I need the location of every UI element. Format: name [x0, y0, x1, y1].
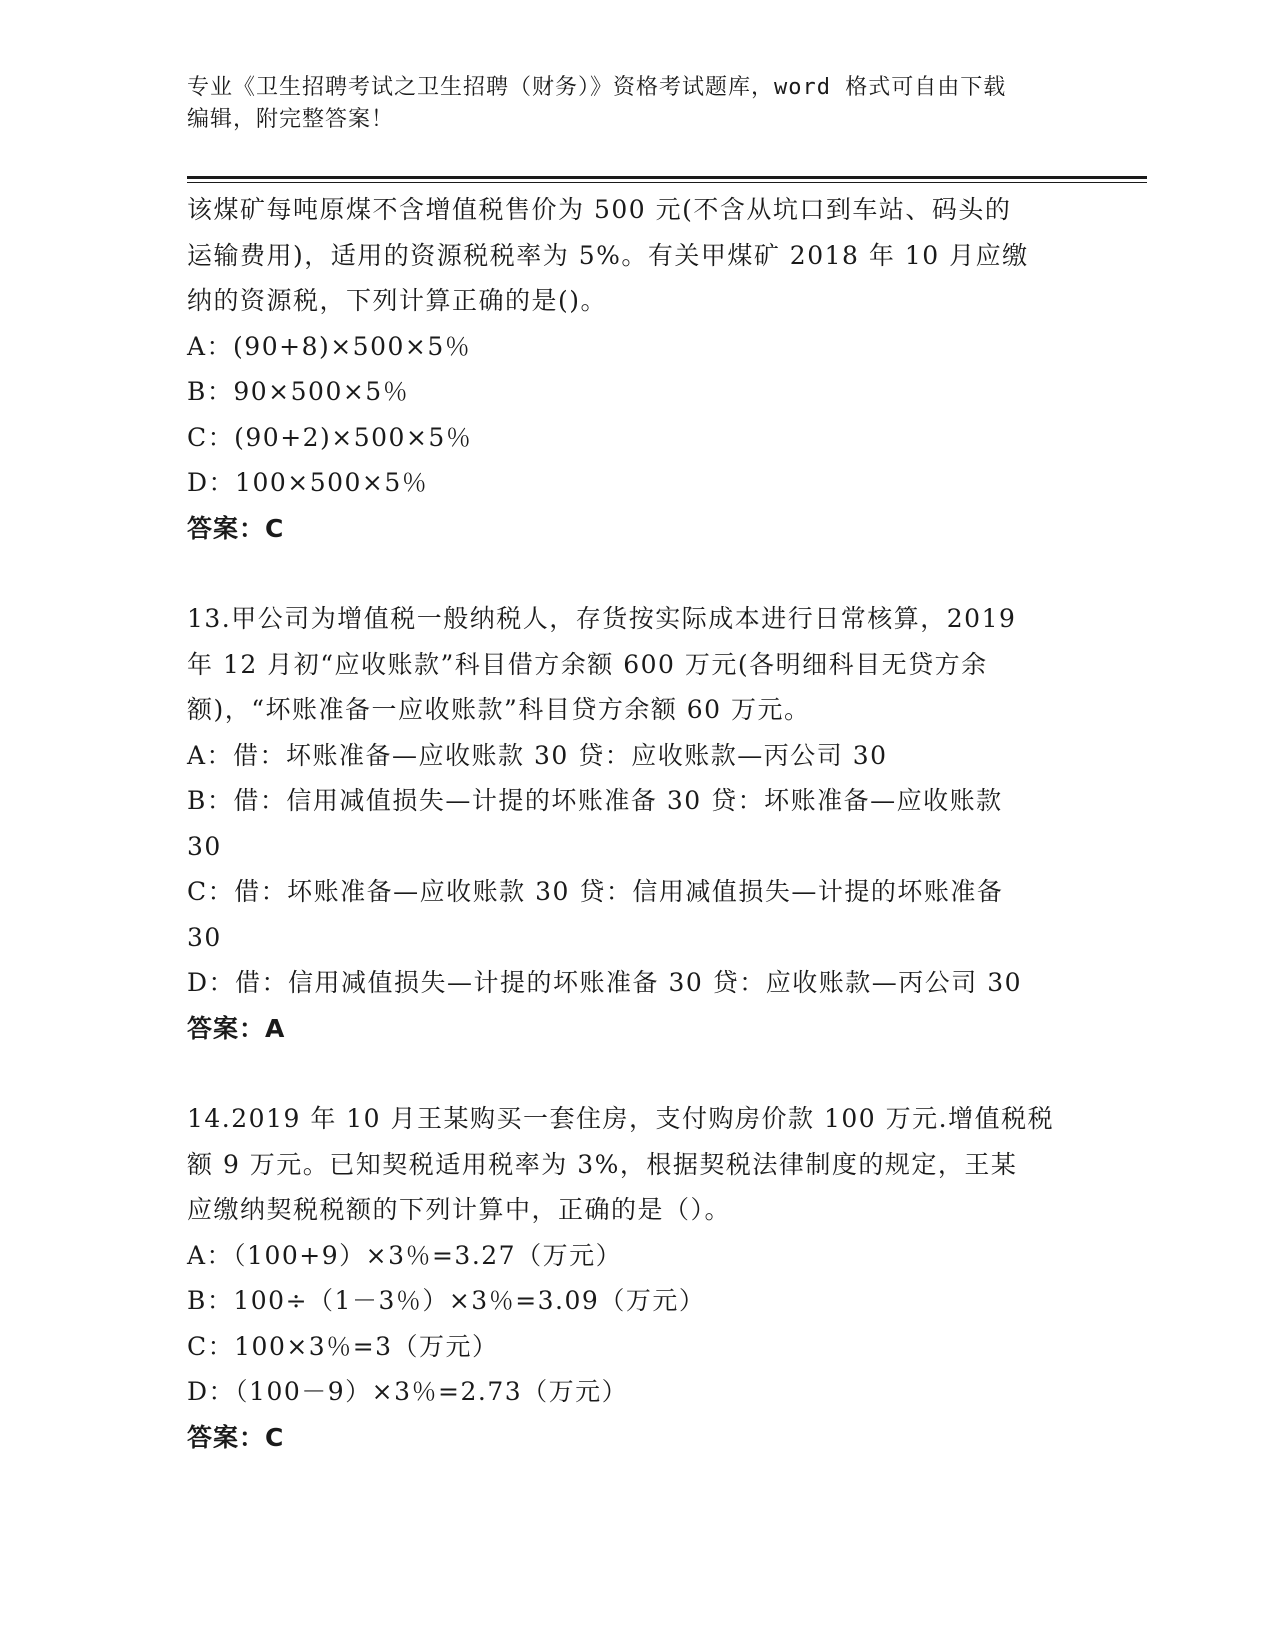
option-b-continued: 30: [187, 831, 222, 861]
question-12: [187, 187, 1087, 551]
option-d: D：100×500×5％: [187, 468, 429, 497]
option-d: D：（100－9）×3％=2.73（万元）: [187, 1377, 629, 1406]
answer-label: 答案：A: [187, 1013, 286, 1043]
option-c: C：(90+2)×500×5％: [187, 422, 473, 452]
question-text-line: 额 9 万元。已知契税适用税率为 3%，根据契税法律制度的规定，王某: [187, 1149, 1018, 1179]
option-c-continued: 30: [187, 922, 222, 952]
question-text-line: 运输费用)，适用的资源税税率为 5%。有关甲煤矿 2018 年 10 月应缴: [187, 240, 1029, 270]
question-spacer: [187, 551, 1087, 596]
question-text-line: 13.甲公司为增值税一般纳税人，存货按实际成本进行日常核算，2019: [187, 604, 1017, 633]
option-a: A：(90+8)×500×5％: [187, 331, 472, 361]
header-line-2: 编辑，附完整答案！: [187, 107, 395, 132]
option-d: D：借：信用减值损失—计提的坏账准备 30 贷：应收账款—丙公司 30: [187, 968, 1023, 997]
document-header: [187, 72, 1087, 136]
option-c: C：100×3％=3（万元）: [187, 1331, 499, 1361]
question-14: [187, 1096, 1087, 1460]
header-line-1: 专业《卫生招聘考试之卫生招聘（财务）》资格考试题库，word 格式可自由下载: [187, 75, 1007, 100]
answer-label: 答案：C: [187, 1422, 285, 1452]
question-text-line: 该煤矿每吨原煤不含增值税售价为 500 元(不含从坑口到车站、码头的: [187, 195, 1012, 224]
option-b: B：100÷（1－3％）×3％=3.09（万元）: [187, 1286, 706, 1315]
answer-label: 答案：C: [187, 513, 285, 543]
option-b: B：90×500×5％: [187, 377, 410, 406]
question-text-line: 14.2019 年 10 月王某购买一套住房，支付购房价款 100 万元.增值税税: [187, 1104, 1055, 1133]
header-rule-thick: [187, 176, 1147, 179]
question-text-line: 年 12 月初“应收账款”科目借方余额 600 万元(各明细科目无贷方余: [187, 649, 988, 679]
question-spacer: [187, 1051, 1087, 1096]
document-body: [187, 187, 1087, 1460]
option-c: C：借：坏账准备—应收账款 30 贷：信用减值损失—计提的坏账准备: [187, 877, 1004, 906]
header-rule-thin: [187, 182, 1147, 183]
option-a: A：借：坏账准备—应收账款 30 贷：应收账款—丙公司 30: [187, 740, 888, 770]
option-b: B：借：信用减值损失—计提的坏账准备 30 贷：坏账准备—应收账款: [187, 786, 1003, 815]
question-text-line: 纳的资源税，下列计算正确的是()。: [187, 286, 608, 315]
question-13: [187, 596, 1087, 1051]
question-text-line: 应缴纳契税税额的下列计算中，正确的是（）。: [187, 1195, 732, 1224]
question-text-line: 额)，“坏账准备一应收账款”科目贷方余额 60 万元。: [187, 695, 811, 724]
option-a: A：（100+9）×3％=3.27（万元）: [187, 1240, 623, 1270]
